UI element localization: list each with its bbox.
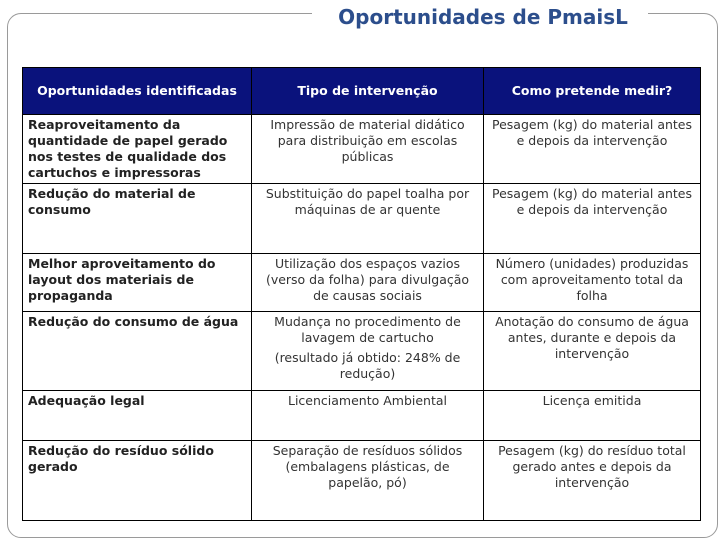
header-tipo-intervencao: Tipo de intervenção <box>252 68 484 115</box>
cell-oportunidade: Redução do consumo de água <box>23 312 252 391</box>
table-row <box>23 254 701 312</box>
cell-oportunidade: Reaproveitamento da quantidade de papel gerado nos testes de qualidade dos cartuchos e impressoras <box>23 115 252 184</box>
table-row <box>23 115 701 184</box>
cell-intervencao: Separação de resíduos sólidos (embalagens plásticas, de papelão, pó) <box>252 441 484 521</box>
header-oportunidades: Oportunidades identificadas <box>23 68 252 115</box>
cell-medicao: Pesagem (kg) do material antes e depois da intervenção <box>484 115 701 184</box>
table-row <box>23 184 701 254</box>
table-row <box>23 391 701 441</box>
cell-oportunidade: Redução do material de consumo <box>23 184 252 254</box>
header-como-medir: Como pretende medir? <box>484 68 701 115</box>
cell-medicao: Pesagem (kg) do resíduo total gerado antes e depois da intervenção <box>484 441 701 521</box>
cell-oportunidade: Redução do resíduo sólido gerado <box>23 441 252 521</box>
cell-medicao: Pesagem (kg) do material antes e depois da intervenção <box>484 184 701 254</box>
cell-medicao: Licença emitida <box>484 391 701 441</box>
cell-intervencao <box>252 312 484 391</box>
cell-intervencao-text: Mudança no procedimento de lavagem de cartucho <box>274 314 461 345</box>
cell-intervencao: Licenciamento Ambiental <box>252 391 484 441</box>
cell-medicao: Número (unidades) produzidas com aproveitamento total da folha <box>484 254 701 312</box>
cell-intervencao: Utilização dos espaços vazios (verso da folha) para divulgação de causas sociais <box>252 254 484 312</box>
cell-intervencao-note: (resultado já obtido: 248% de redução) <box>274 350 461 381</box>
slide-title: Oportunidades de PmaisL <box>338 5 628 29</box>
cell-oportunidade: Adequação legal <box>23 391 252 441</box>
cell-oportunidade: Melhor aproveitamento do layout dos materiais de propaganda <box>23 254 252 312</box>
table-row <box>23 441 701 521</box>
cell-intervencao: Impressão de material didático para distribuição em escolas públicas <box>252 115 484 184</box>
opportunities-table <box>22 67 701 521</box>
table-header-row <box>23 68 701 115</box>
cell-intervencao: Substituição do papel toalha por máquinas de ar quente <box>252 184 484 254</box>
table-row <box>23 312 701 391</box>
cell-medicao: Anotação do consumo de água antes, durante e depois da intervenção <box>484 312 701 391</box>
